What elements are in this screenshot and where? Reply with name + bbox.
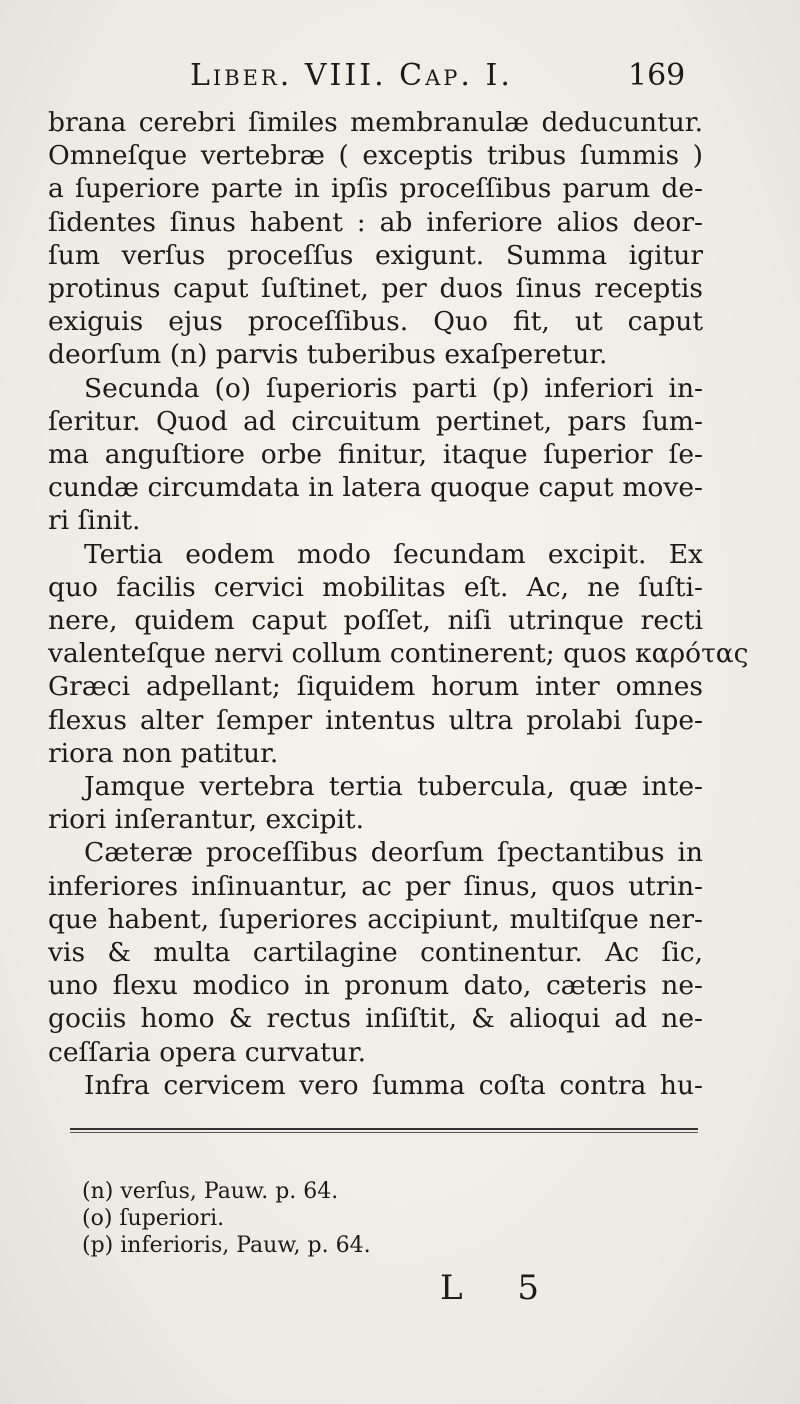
text-line: ri ſinit. xyxy=(48,505,141,537)
text-line: Jamque vertebra tertia tubercula, quæ inte- xyxy=(84,771,703,803)
text-line: brana cerebri ſimiles membranulæ deducuntur. xyxy=(48,107,703,138)
text-line: que habent, ſuperiores accipiunt, multiſque ner- xyxy=(48,903,703,935)
text-line: Cæteræ proceſſibus deorſum ſpectantibus in xyxy=(84,837,703,869)
text-line: Secunda (o) ſuperioris parti (p) inferiori in- xyxy=(84,372,703,404)
footnotes xyxy=(82,1178,371,1259)
signature-mark: L 5 xyxy=(440,1268,562,1308)
text-line: uno flexu modico in pronum dato, cæteris ne- xyxy=(48,970,703,1002)
body-text xyxy=(48,106,749,1102)
footnote: (o) ſuperiori. xyxy=(82,1206,225,1231)
text-line: Tertia eodem modo ſecundam excipit. Ex xyxy=(84,538,703,570)
footnote-rule xyxy=(70,1128,698,1133)
footnote: (n) verſus, Pauw. p. 64. xyxy=(82,1179,339,1204)
text-line: ceſſaria opera curvatur. xyxy=(48,1036,367,1068)
text-line: gociis homo & rectus inſiſtit, & alioqui ad ne- xyxy=(48,1003,703,1035)
text-line: ma anguſtiore orbe finitur, itaque ſuperior ſe- xyxy=(48,439,703,471)
text-line: ſum verſus proceſſus exigunt. Summa igitur xyxy=(48,239,703,271)
text-line: nere, quidem caput poſſet, niſi utrinque recti xyxy=(48,605,703,637)
text-line: Omneſque vertebræ ( exceptis tribus ſummis ) xyxy=(48,140,703,172)
text-line: Infra cervicem vero ſumma coſta contra hu- xyxy=(84,1069,703,1101)
page-number: 169 xyxy=(628,58,686,93)
text-line: deorſum (n) parvis tuberibus exaſperetur. xyxy=(48,339,608,371)
text-line: a ſuperiore parte in ipſis proceſſibus parum de- xyxy=(48,173,703,205)
text-line: ſidentes ſinus habent : ab inferiore alios deor- xyxy=(48,206,703,238)
text-line: vis & multa cartilagine continentur. Ac ſic, xyxy=(48,937,703,969)
text-line: quo facilis cervici mobilitas eſt. Ac, ne ſuſti- xyxy=(48,571,703,603)
footnote: (p) inferioris, Pauw, p. 64. xyxy=(82,1233,371,1258)
text-line: riori inſerantur, excipit. xyxy=(48,804,365,836)
text-line: inferiores inſinuantur, ac per ſinus, quos utrin- xyxy=(48,870,703,902)
page-header xyxy=(190,58,800,98)
text-line: exiguis ejus proceſſibus. Quo fit, ut caput xyxy=(48,306,703,338)
text-line: ſeritur. Quod ad circuitum pertinet, pars ſum- xyxy=(48,405,703,437)
text-line: protinus caput ſuſtinet, per duos ſinus receptis xyxy=(48,273,703,305)
text-line: Græci adpellant; ſiquidem horum inter omnes xyxy=(48,671,703,703)
text-line: valenteſque nervi collum continerent; quos καρότας xyxy=(48,638,749,670)
text-line: riora non patitur. xyxy=(48,737,279,769)
text-line: cundæ circumdata in latera quoque caput move- xyxy=(48,472,703,504)
text-line: flexus alter ſemper intentus ultra prolabi ſupe- xyxy=(48,704,703,736)
running-title: Liber. VIII. Cap. I. xyxy=(190,58,513,93)
